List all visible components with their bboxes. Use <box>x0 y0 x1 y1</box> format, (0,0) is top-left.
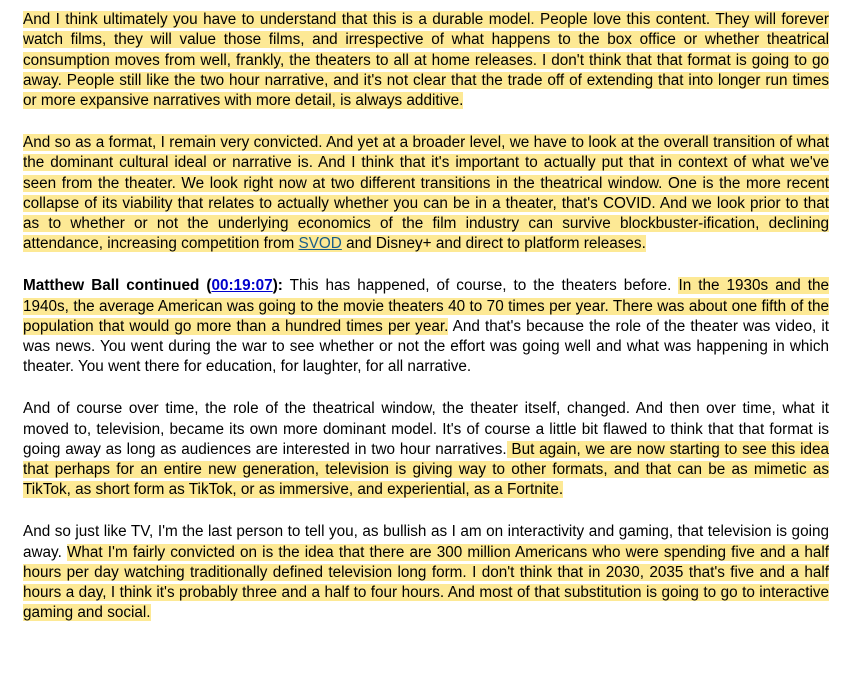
speaker-name: Matthew Ball continued ( <box>23 277 212 295</box>
highlighted-text: and Disney+ and direct to platform releases. <box>341 235 646 253</box>
plain-text: This has happened, of course, to the theaters before. <box>282 277 679 295</box>
speaker-label-close: ): <box>272 277 283 295</box>
timestamp-link[interactable]: 00:19:07 <box>211 277 273 295</box>
highlighted-text: What I'm fairly convicted on is the idea that there are 300 million Americans who were spending five and a half hours per day watching traditionally defined television long form. I don't think that in 2030, 2035 that's five and a half hours a day, I think it's probably three and a half to four hours. And most of that substitution is going to go to interactive gaming and social. <box>23 543 829 622</box>
plain-text: And that's because the role of the theater was video, it was news. You went during the war to see whether or not the effort was going well and what was happening in which theater. You went there for education, for laughter, for all narrative. <box>23 317 829 376</box>
paragraph <box>23 276 829 377</box>
highlighted-text: In the 1930s and the 1940s, the average American was going to the movie theaters 40 to 70 times per year. There was about one fifth of the population that would go more than a hundred times per year. <box>23 277 829 335</box>
highlighted-text: But again, we are now starting to see this idea that perhaps for an entire new generation, television is giving way to other formats, and that can be as mimetic as TikTok, as short form as TikTok, or as immersive, and experiential, as a Fortnite. <box>23 440 830 499</box>
paragraph <box>23 399 829 500</box>
highlighted-text <box>299 235 342 252</box>
paragraph <box>23 10 829 111</box>
highlighted-text: And so as a format, I remain very convicted. And yet at a broader level, we have to look at the overall transition of what the dominant cultural ideal or narrative is. And I think that it's important to actually put that in context of what we've seen from the theater. We look right now at two different transitions in the theatrical window. One is the more recent collapse of its viability that relates to actually whether you can be in a theater, that's COVID. And we look prior to that as to whether or not the underlying economics of the film industry can survive blockbuster-ification, declining attendance, increasing competition from <box>23 133 829 253</box>
speaker-label <box>23 277 283 294</box>
plain-text: And so just like TV, I'm the last person to tell you, as bullish as I am on interactivity and gaming, that television is going away. <box>23 523 829 561</box>
paragraph <box>23 133 829 255</box>
transcript-document <box>23 10 829 645</box>
highlighted-text: And I think ultimately you have to understand that this is a durable model. People love this content. They will forever watch films, they will value those films, and irrespective of what happens to the box office or whether theatrical consumption moves from well, frankly, the theaters to all at home releases. I don't think that that format is going to go away. People still like the two hour narrative, and it's not clear that the trade off of extending that into longer run times or more expansive narratives with more detail, is always additive. <box>23 11 829 110</box>
svod-link[interactable]: SVOD <box>298 235 342 253</box>
paragraph <box>23 522 829 623</box>
plain-text: And of course over time, the role of the theatrical window, the theater itself, changed. And then over time, what it moved to, television, became its own more dominant model. It's of course a little bit flawed to think that that format is going away as long as audiences are interested in two hour narratives. <box>23 400 829 458</box>
